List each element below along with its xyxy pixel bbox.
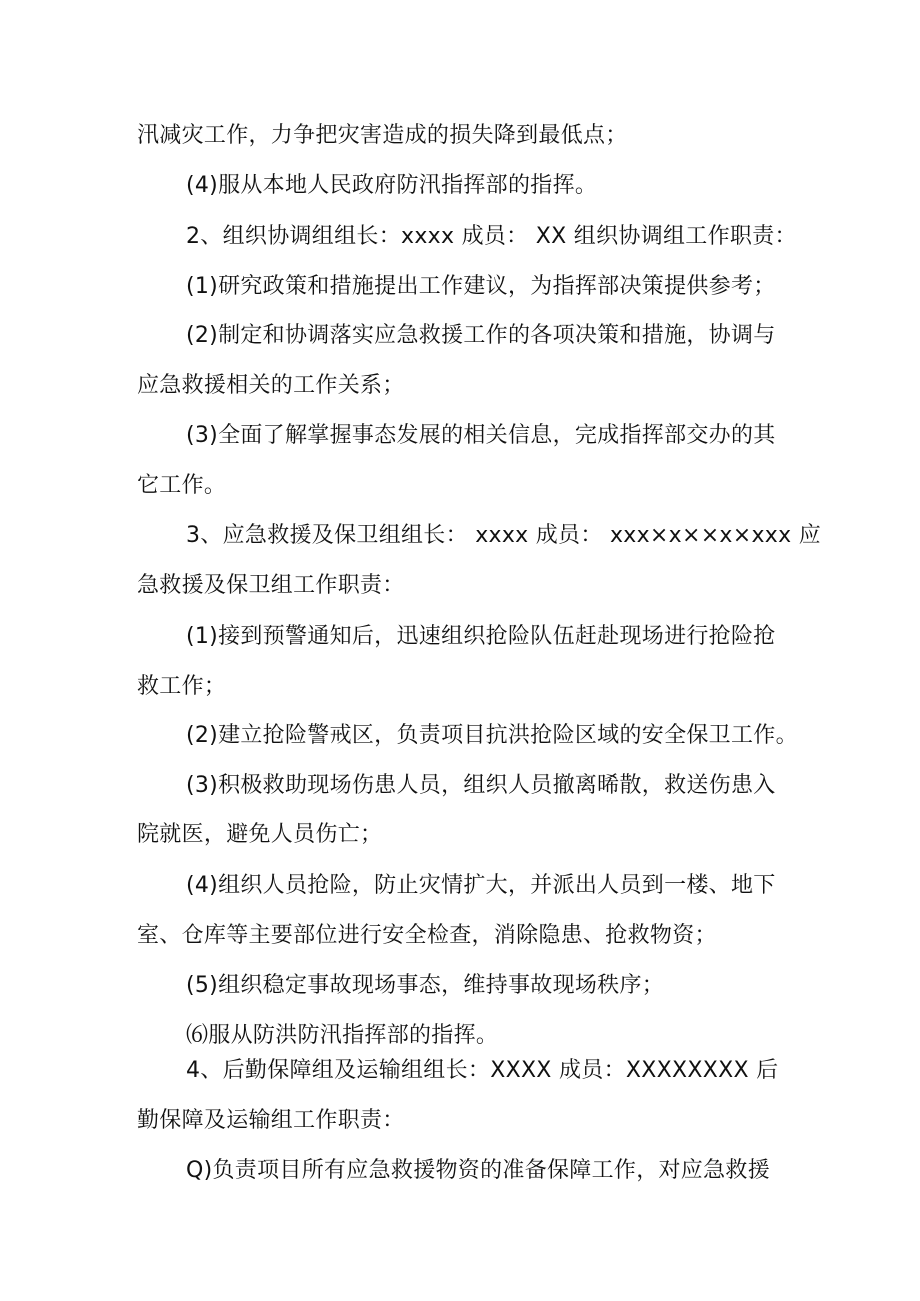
text-line: (5)组织稳定事故现场事态，维持事故现场秩序； — [186, 973, 665, 998]
text-line: (3)全面了解掌握事态发展的相关信息，完成指挥部交办的其 — [186, 423, 776, 448]
text-line: 院就医，避免人员伤亡； — [137, 822, 383, 847]
text-line: 急救援及保卫组工作职责： — [137, 573, 405, 598]
text-line: 3、应急救援及保卫组组长： xxxx 成员： xxx×x××x×xxx 应 — [186, 523, 822, 548]
text-line: (3)积极救助现场伤患人员，组织人员撤离晞散，救送伤患入 — [186, 773, 776, 798]
text-line: (4)组织人员抢险，防止灾情扩大，并派出人员到一楼、地下 — [186, 873, 776, 898]
text-line: (2)建立抢险警戒区，负责项目抗洪抢险区域的安全保卫工作。 — [186, 723, 798, 748]
text-line: (4)服从本地人民政府防汛指挥部的指挥。 — [186, 173, 598, 198]
text-line: (1)研究政策和措施提出工作建议，为指挥部决策提供参考； — [186, 274, 776, 299]
text-line: (1)接到预警通知后，迅速组织抢险队伍赶赴现场进行抢险抢 — [186, 624, 776, 649]
text-line: 勤保障及运输组工作职责： — [137, 1108, 405, 1133]
text-line: 4、后勤保障组及运输组组长：XXXX 成员：XXXXXXXX 后 — [186, 1058, 779, 1083]
text-line: Q)负责项目所有应急救援物资的准备保障工作，对应急救援 — [186, 1158, 771, 1183]
text-line: (2)制定和协调落实应急救援工作的各项决策和措施，协调与 — [186, 323, 776, 348]
text-line: 2、组织协调组组长：xxxx 成员： XX 组织协调组工作职责： — [186, 224, 797, 249]
text-line: ⑹服从防洪防汛指挥部的指挥。 — [186, 1023, 499, 1048]
text-line: 应急救援相关的工作关系； — [137, 373, 405, 398]
text-line: 汛减灾工作，力争把灾害造成的损失降到最低点； — [137, 123, 628, 148]
text-line: 它工作。 — [137, 473, 227, 498]
text-line: 室、仓库等主要部位进行安全检查，消除隐患、抢救物资； — [137, 923, 717, 948]
text-line: 救工作； — [137, 674, 227, 699]
